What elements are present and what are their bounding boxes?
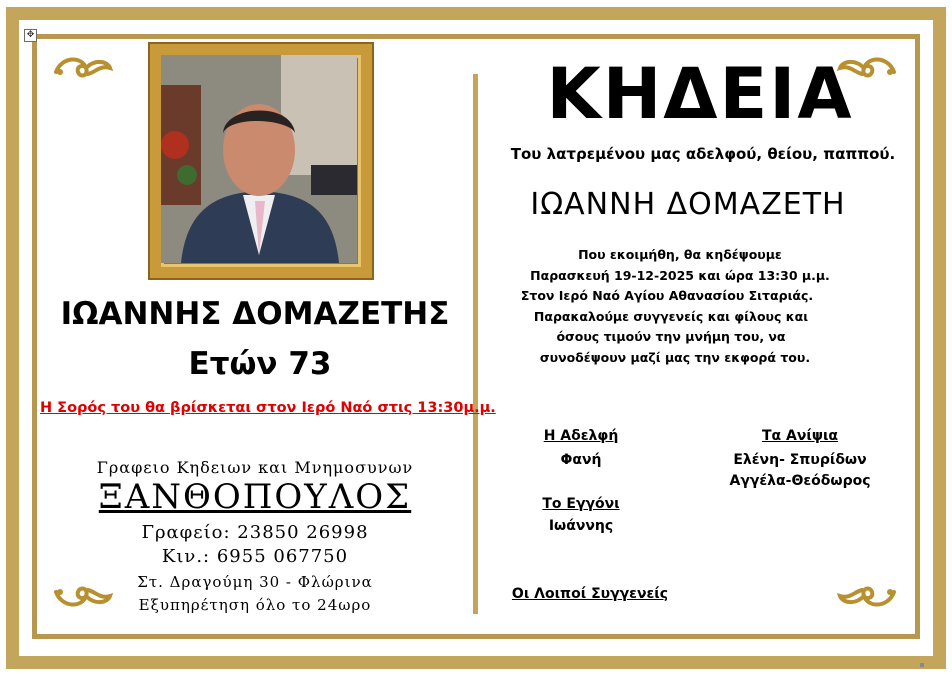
- funeral-home-heading: Γραφειο Κηδειων και Μνημοσυνων: [96, 458, 414, 477]
- announcement-line: Παρακαλούμε συγγενείς και φίλους και: [533, 308, 809, 324]
- funeral-home-office-phone: Γραφείο: 23850 26998: [141, 522, 369, 543]
- announcement-line: Παρασκευή 19-12-2025 και ώρα 13:30 μ.μ.: [530, 267, 830, 283]
- announcement-line: Που εκοιμήθη, θα κηδέψουμε: [578, 247, 782, 262]
- coffin-location-note: Η Σορός του θα βρίσκεται στον Ιερό Ναό στις 13:30μ.μ.: [40, 400, 496, 416]
- funeral-subtitle: Του λατρεμένου μας αδελφού, θείου, παππού.: [510, 145, 896, 163]
- grandchild-names: Ιωάννης: [548, 518, 614, 534]
- ornament-top-left-icon: [52, 52, 114, 82]
- funeral-home-address: Στ. Δραγούμη 30 - Φλώρινα: [137, 573, 373, 591]
- funeral-home-mobile-phone: Κιν.: 6955 067750: [161, 546, 349, 567]
- resize-handle-icon[interactable]: [920, 663, 924, 667]
- table-move-handle-icon[interactable]: ✥: [24, 29, 37, 42]
- announcement-line: Στον Ιερό Ναό Αγίου Αθανασίου Σιταριάς.: [520, 288, 814, 303]
- deceased-age: Ετών 73: [188, 346, 332, 382]
- announcement-line: όσους τιμούν την μνήμη του, να: [556, 329, 786, 344]
- funeral-title: ΚΗΔΕΙΑ: [546, 53, 854, 135]
- sister-heading: Η Αδελφή: [543, 428, 619, 444]
- announcement-text: [480, 245, 880, 368]
- nephews-line: Ελένη- Σπυρίδων: [733, 452, 867, 468]
- announcement-line: συνοδέψουν μαζί μας την εκφορά του.: [539, 349, 811, 365]
- deceased-name-accusative: ΙΩΑΝΝΗ ΔΟΜΑΖΕΤΗ: [530, 187, 846, 222]
- ornament-bottom-right-icon: [836, 582, 898, 612]
- other-relatives: Οι Λοιποί Συγγενείς: [511, 586, 669, 602]
- nephews-heading: Τα Ανίψια: [761, 428, 839, 444]
- funeral-home-service-hours: Εξυπηρέτηση όλο το 24ωρο: [138, 596, 372, 614]
- sister-names: Φανή: [560, 452, 602, 468]
- deceased-name: ΙΩΑΝΝΗΣ ΔΟΜΑΖΕΤΗΣ: [60, 296, 450, 332]
- nephews-line: Αγγέλα-Θεόδωρος: [729, 473, 871, 489]
- funeral-home-name: ΞΑΝΘΟΠΟΥΛΟΣ: [98, 477, 412, 517]
- grandchild-heading: Το Εγγόνι: [542, 496, 620, 512]
- portrait-photo: [150, 44, 372, 278]
